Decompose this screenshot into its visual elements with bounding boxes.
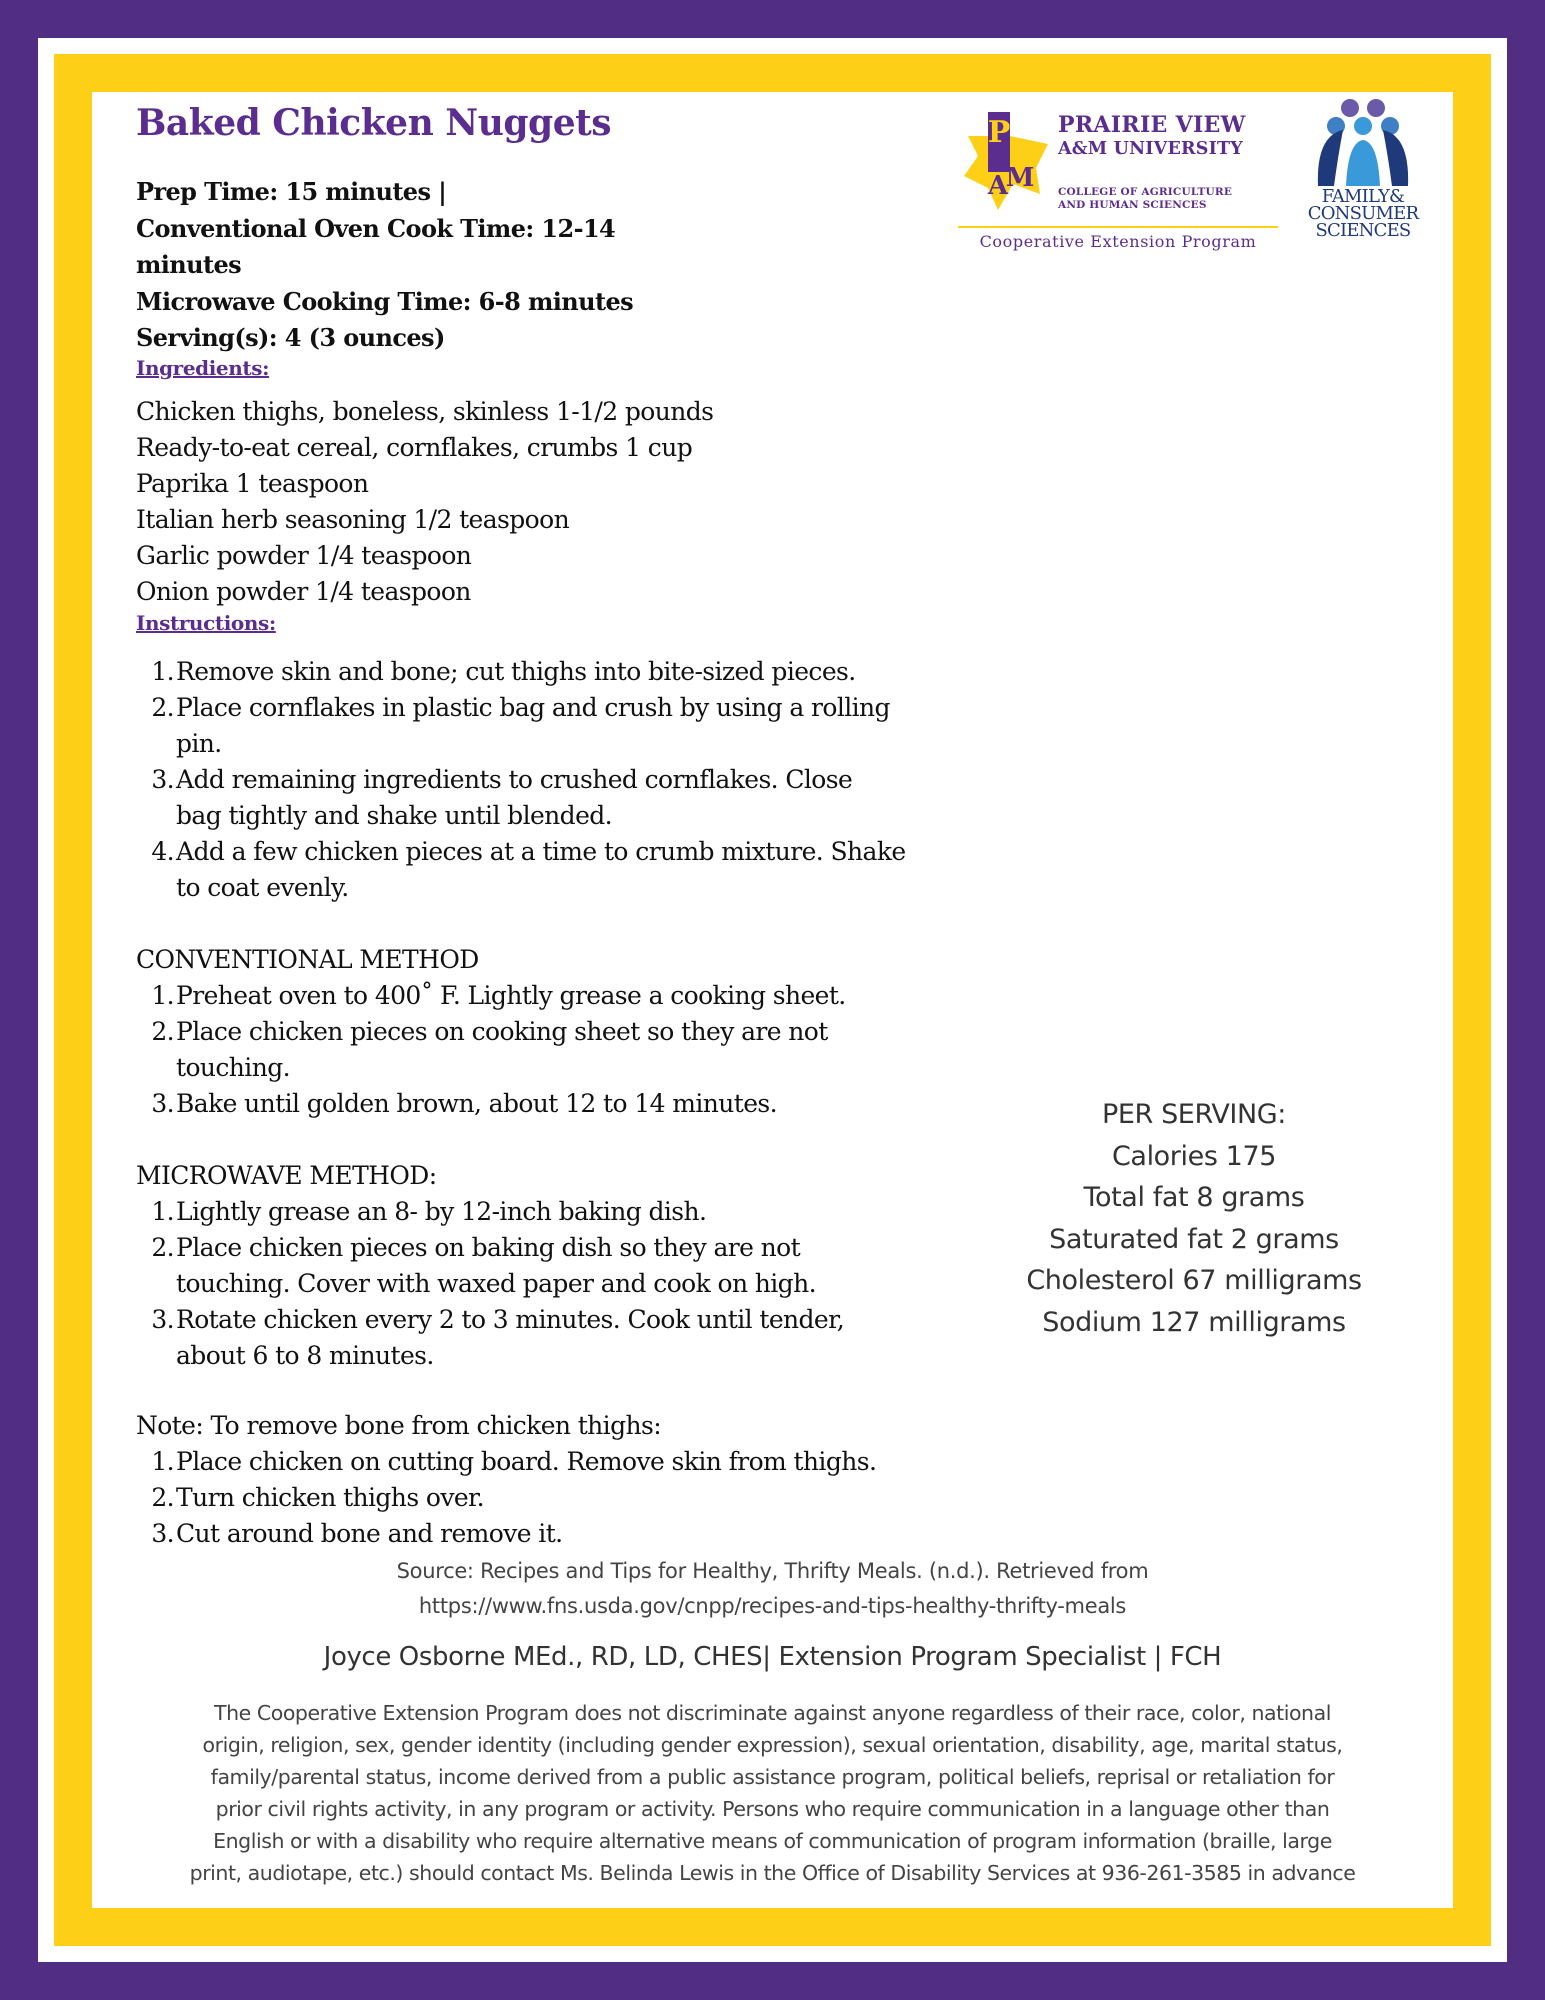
disclaimer-line: family/parental status, income derived from a public assistance program, political beliefs, reprisal or retaliation for [210,1765,1335,1789]
instructions-heading: Instructions: [136,611,276,635]
disclaimer-line: The Cooperative Extension Program does not discriminate against anyone regardless of their race, color, national [214,1701,1331,1725]
step-text: pin. [176,729,222,758]
disclaimer-line: prior civil rights activity, in any program or activity. Persons who require communication in a language other than [215,1797,1330,1821]
microwave-step [136,1194,936,1230]
servings: Serving(s): 4 (3 ounces) [136,323,445,352]
nutrition-item: Cholesterol 67 milligrams [1026,1265,1362,1296]
step-text: Add remaining ingredients to crushed cornflakes. Close [176,765,853,794]
step-text: Bake until golden brown, about 12 to 14 minutes. [176,1089,777,1118]
pv-college-line2: AND HUMAN SCIENCES [1058,199,1207,211]
ingredients-list [136,394,713,610]
pv-divider [958,226,1278,228]
ingredient-item: Chicken thighs, boneless, skinless 1-1/2 pounds [136,397,714,426]
instruction-step [136,654,936,690]
step-number: 1. [151,1447,174,1476]
ingredient-item: Ready-to-eat cereal, cornflakes, crumbs 1 cup [136,433,693,462]
step-number: 1. [151,657,174,686]
step-text: Place cornflakes in plastic bag and crush by using a rolling [176,693,890,722]
pv-college-line1: COLLEGE OF AGRICULTURE [1058,186,1233,198]
step-text: Rotate chicken every 2 to 3 minutes. Cook until tender, [176,1305,845,1334]
conventional-method [136,942,936,1122]
ingredient-item: Paprika 1 teaspoon [136,469,369,498]
fcs-line2: CONSUMER [1307,203,1419,224]
step-text: Place chicken pieces on baking dish so they are not [176,1233,801,1262]
note-step [136,1516,936,1552]
pvamu-star-icon [958,106,1058,216]
note-step [136,1444,936,1480]
pv-name-line2: A&M UNIVERSITY [1058,139,1243,159]
fcs-line1: FAMILY& [1321,186,1405,207]
nutrition-heading: PER SERVING: [1101,1099,1286,1130]
ingredient-item: Onion powder 1/4 teaspoon [136,577,471,606]
conventional-step [136,978,936,1014]
instruction-step [136,762,936,834]
step-text: Turn chicken thighs over. [176,1483,485,1512]
fcs-wordmark [1298,188,1428,239]
step-text: Preheat oven to 400˚ F. Lightly grease a cooking sheet. [176,981,846,1010]
nutrition-item: Sodium 127 milligrams [1042,1306,1346,1338]
instruction-step [136,690,936,762]
conventional-cook-time: Conventional Oven Cook Time: 12-14 [136,213,616,243]
microwave-step [136,1230,936,1302]
microwave-cook-time: Microwave Cooking Time: 6-8 minutes [136,286,634,316]
prairie-view-logo [958,102,1288,252]
step-text: Place chicken pieces on cooking sheet so they are not [176,1017,828,1046]
step-number: 2. [151,1233,174,1262]
microwave-method [136,1158,936,1374]
instruction-step [136,834,936,906]
pv-university-name [1058,112,1246,159]
conventional-heading: CONVENTIONAL METHOD [136,945,479,974]
svg-text:P: P [987,115,1011,150]
nutrition-facts [984,1094,1404,1343]
pv-name-line1: PRAIRIE VIEW [1058,112,1246,138]
step-number: 2. [151,1483,174,1512]
prep-time: Prep Time: 15 minutes | [136,177,447,206]
step-text: Cut around bone and remove it. [176,1519,563,1548]
svg-text:A: A [987,171,1009,201]
ingredients-heading: Ingredients: [136,356,270,380]
author-credit: Joyce Osborne MEd., RD, LD, CHES| Extension Program Specialist | FCH [323,1642,1222,1672]
step-text: touching. [176,1053,290,1082]
ingredient-item: Italian herb seasoning 1/2 teaspoon [136,505,570,534]
conventional-step [136,1014,936,1086]
nutrition-item: Total fat 8 grams [1083,1182,1305,1213]
bone-removal-note [136,1408,936,1552]
pv-college-name [1058,186,1232,212]
step-text: Lightly grease an 8- by 12-inch baking dish. [176,1197,707,1226]
fcs-logo [1298,96,1428,256]
step-text: Remove skin and bone; cut thighs into bite-sized pieces. [176,657,856,686]
microwave-heading: MICROWAVE METHOD: [136,1161,437,1190]
source-text: Source: Recipes and Tips for Healthy, Thrifty Meals. (n.d.). Retrieved from [396,1559,1149,1583]
microwave-step [136,1302,936,1374]
recipe-card [92,92,1453,1908]
step-number: 1. [151,1197,174,1226]
family-figures-icon [1298,96,1428,188]
nondiscrimination-statement [102,1697,1443,1889]
disclaimer-line: English or with a disability who require alternative means of communication of program information (braille, large [213,1829,1332,1853]
nutrition-item: Saturated fat 2 grams [1049,1223,1339,1255]
step-number: 1. [151,981,174,1010]
recipe-meta [136,174,656,357]
step-number: 3. [151,1089,174,1118]
step-text: to coat evenly. [176,873,349,902]
step-text: Place chicken on cutting board. Remove skin from thighs. [176,1447,877,1476]
step-text: about 6 to 8 minutes. [176,1341,434,1370]
step-text: touching. Cover with waxed paper and cook on high. [176,1269,816,1298]
step-number: 4. [151,837,174,866]
svg-text:M: M [1005,163,1035,193]
conventional-step [136,1086,936,1122]
step-number: 3. [151,1305,174,1334]
instructions-list [136,654,936,906]
step-text: bag tightly and shake until blended. [176,801,613,830]
step-number: 3. [151,1519,174,1548]
note-step [136,1480,936,1516]
note-heading: Note: To remove bone from chicken thighs: [136,1411,662,1440]
ingredient-item: Garlic powder 1/4 teaspoon [136,541,472,570]
disclaimer-line: origin, religion, sex, gender identity (including gender expression), sexual orientation, disability, age, marital status, [202,1733,1343,1757]
fcs-line3: SCIENCES [1315,220,1411,241]
conventional-cook-time-cont: minutes [136,250,242,279]
source-citation [92,1554,1453,1624]
step-number: 3. [151,765,174,794]
recipe-title: Baked Chicken Nuggets [136,102,612,144]
step-text: Add a few chicken pieces at a time to crumb mixture. Shake [176,837,906,866]
source-url[interactable]: https://www.fns.usda.gov/cnpp/recipes-and-tips-healthy-thrifty-meals [418,1594,1127,1618]
step-number: 2. [151,693,174,722]
disclaimer-line: print, audiotape, etc.) should contact Ms. Belinda Lewis in the Office of Disability Services at 936-261-3585 in advance [189,1861,1356,1885]
nutrition-item: Calories 175 [1111,1140,1277,1172]
pv-coop-program: Cooperative Extension Program [979,232,1257,251]
step-number: 2. [151,1017,174,1046]
